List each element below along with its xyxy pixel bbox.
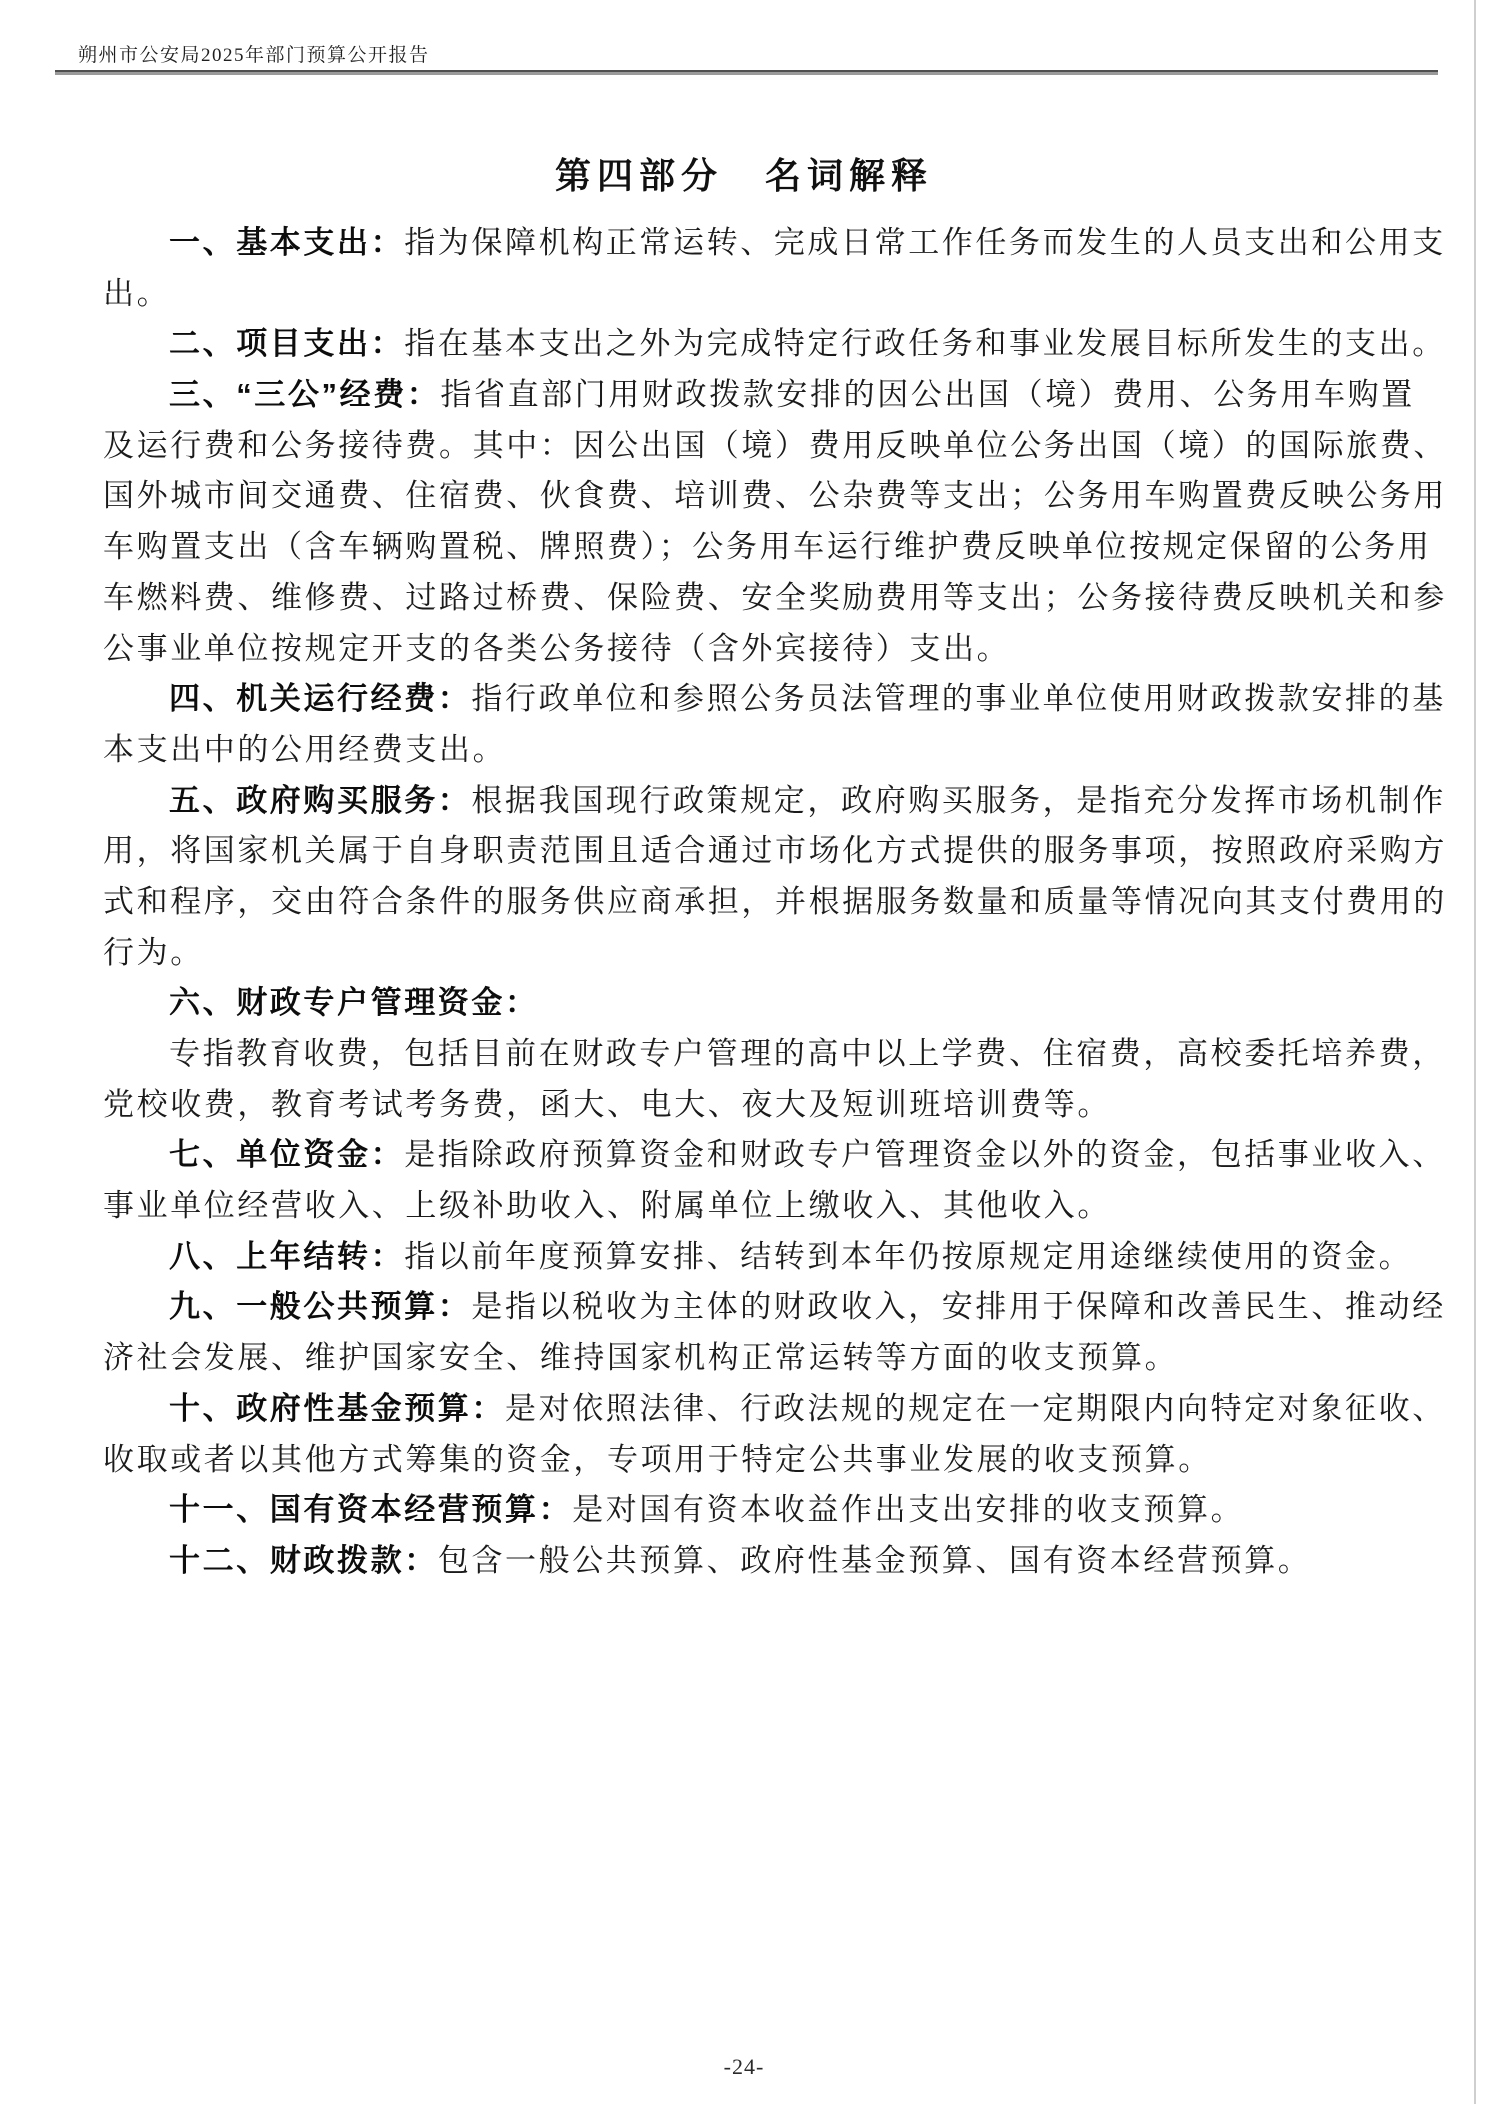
scan-edge-line xyxy=(1474,0,1476,2104)
paragraph-line xyxy=(103,218,1446,269)
paragraph-text: 根据我国现行政策规定，政府购买服务，是指充分发挥市场机制作 xyxy=(471,782,1446,818)
paragraph-line: 车燃料费、维修费、过路过桥费、保险费、安全奖励费用等支出；公务接待费反映机关和参 xyxy=(103,579,1447,615)
term-label: 七、单位资金： xyxy=(169,1137,405,1173)
paragraph-line: 用，将国家机关属于自身职责范围且适合通过市场化方式提供的服务事项，按照政府采购方 xyxy=(103,833,1447,869)
paragraph-line xyxy=(103,1029,1446,1080)
paragraph-text: 是指以税收为主体的财政收入，安排用于保障和改善民生、推动经 xyxy=(471,1289,1446,1325)
paragraph-line: 济社会发展、维护国家安全、维持国家机构正常运转等方面的收支预算。 xyxy=(103,1340,1179,1376)
term-label: 十一、国有资本经营预算： xyxy=(169,1492,573,1528)
header-rule xyxy=(55,70,1438,75)
paragraph xyxy=(103,319,1446,370)
paragraph-line: 事业单位经营收入、上级补助收入、附属单位上缴收入、其他收入。 xyxy=(103,1188,1111,1224)
paragraph-text: 专指教育收费，包括目前在财政专户管理的高中以上学费、住宿费，高校委托培养费， xyxy=(169,1036,1446,1071)
term-label: 五、政府购买服务： xyxy=(169,782,472,818)
paragraph xyxy=(103,1536,1387,1587)
page-number: -24- xyxy=(723,2054,765,2079)
paragraph xyxy=(103,370,1447,674)
paragraph-line xyxy=(103,978,1387,1029)
paragraph xyxy=(103,1232,1413,1283)
paragraph xyxy=(103,1029,1446,1130)
paragraph xyxy=(103,218,1446,319)
paragraph xyxy=(103,776,1447,979)
paragraph-line xyxy=(103,776,1446,827)
paragraph xyxy=(103,1282,1446,1383)
page-header-title: 朔州市公安局2025年部门预算公开报告 xyxy=(78,45,430,66)
paragraph-text: 是指除政府预算资金和财政专户管理资金以外的资金，包括事业收入、 xyxy=(404,1137,1446,1173)
paragraph-line xyxy=(103,1130,1446,1181)
term-label: 九、一般公共预算： xyxy=(169,1289,472,1325)
paragraph-text: 包含一般公共预算、政府性基金预算、国有资本经营预算。 xyxy=(437,1542,1312,1578)
paragraph-text: 指为保障机构正常运转、完成日常工作任务而发生的人员支出和公用支 xyxy=(404,225,1446,260)
paragraph-line xyxy=(103,1384,1446,1435)
paragraph xyxy=(103,978,1387,1029)
paragraph-line: 车购置支出（含车辆购置税、牌照费）；公务用车运行维护费反映单位按规定保留的公务用 xyxy=(103,529,1432,565)
paragraph-line xyxy=(103,370,1415,421)
paragraph xyxy=(103,674,1446,775)
paragraph-line: 行为。 xyxy=(103,934,204,970)
paragraph xyxy=(103,1384,1446,1485)
paragraph-text: 指以前年度预算安排、结转到本年仍按原规定用途继续使用的资金。 xyxy=(404,1238,1413,1274)
paragraph-line: 收取或者以其他方式筹集的资金，专项用于特定公共事业发展的收支预算。 xyxy=(103,1441,1212,1477)
paragraph-line xyxy=(103,1485,1387,1536)
paragraph-line: 党校收费，教育考试考务费，函大、电大、夜大及短训班培训费等。 xyxy=(103,1086,1111,1122)
paragraph-line xyxy=(103,1282,1446,1333)
term-label: 十二、财政拨款： xyxy=(169,1542,438,1578)
term-label: 八、上年结转： xyxy=(169,1238,405,1274)
paragraph-line: 国外城市间交通费、住宿费、伙食费、培训费、公杂费等支出；公务用车购置费反映公务用 xyxy=(103,478,1447,514)
document-title: 第四部分 名词解释 xyxy=(554,155,933,196)
term-label: 六、财政专户管理资金： xyxy=(169,985,539,1021)
paragraph-text: 是对依照法律、行政法规的规定在一定期限内向特定对象征收、 xyxy=(505,1390,1446,1426)
paragraph-line: 本支出中的公用经费支出。 xyxy=(103,731,507,767)
term-label: 十、政府性基金预算： xyxy=(169,1390,505,1426)
paragraph-line: 式和程序，交由符合条件的服务供应商承担，并根据服务数量和质量等情况向其支付费用的 xyxy=(103,883,1447,919)
paragraph-text: 指行政单位和参照公务员法管理的事业单位使用财政拨款安排的基 xyxy=(471,681,1446,717)
term-label: 四、机关运行经费： xyxy=(169,681,472,717)
term-label: 二、项目支出： xyxy=(169,326,405,362)
paragraph-text: 指在基本支出之外为完成特定行政任务和事业发展目标所发生的支出。 xyxy=(404,326,1446,362)
term-label: 三、“三公”经费： xyxy=(169,377,441,413)
paragraph xyxy=(103,1485,1387,1536)
paragraph xyxy=(103,1130,1446,1231)
paragraph-line xyxy=(103,1232,1413,1283)
paragraph-text: 指省直部门用财政拨款安排的因公出国（境）费用、公务用车购置 xyxy=(440,377,1415,413)
term-label: 一、基本支出： xyxy=(169,225,405,260)
paragraph-line xyxy=(103,1536,1387,1587)
paragraph-line: 及运行费和公务接待费。其中：因公出国（境）费用反映单位公务出国（境）的国际旅费、 xyxy=(103,427,1447,463)
paragraph-line: 公事业单位按规定开支的各类公务接待（含外宾接待）支出。 xyxy=(103,630,1011,666)
paragraph-text: 是对国有资本收益作出支出安排的收支预算。 xyxy=(572,1492,1245,1528)
paragraph-line: 出。 xyxy=(103,275,171,311)
document-body xyxy=(103,218,1447,1587)
paragraph-line xyxy=(103,319,1446,370)
paragraph-line xyxy=(103,674,1446,725)
